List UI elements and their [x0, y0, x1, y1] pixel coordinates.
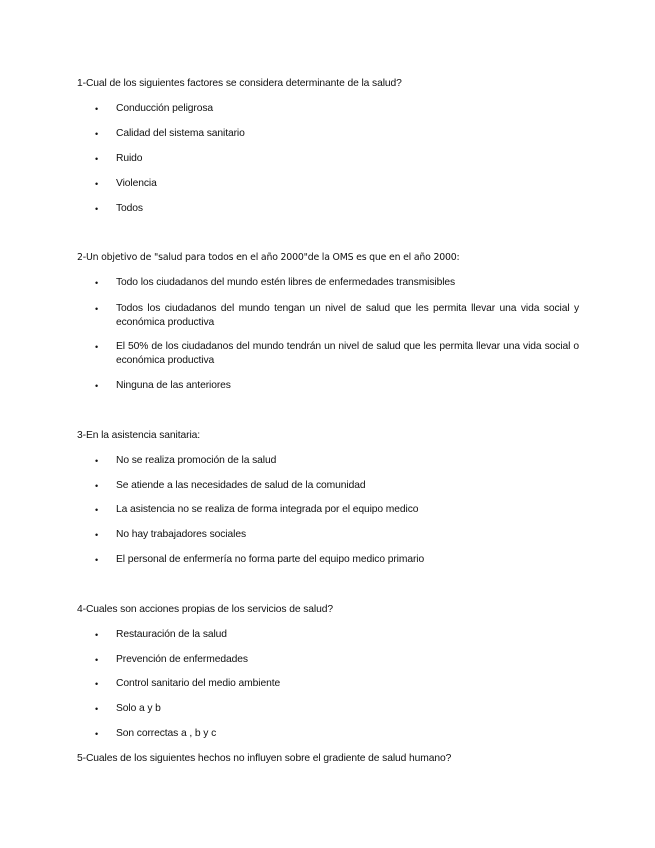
bullet-icon: • [95, 342, 99, 352]
bullet-icon: • [95, 481, 99, 491]
bullet-icon: • [95, 204, 99, 214]
bullet-icon: • [95, 456, 99, 466]
question-1: 1-Cual de los siguientes factores se considera determinante de la salud? [77, 78, 402, 89]
bullet-icon: • [95, 630, 99, 640]
bullet-icon: • [95, 729, 99, 739]
bullet-icon: • [95, 278, 99, 288]
question-4: 4-Cuales son acciones propias de los servicios de salud? [77, 604, 333, 615]
bullet-icon: • [95, 104, 99, 114]
bullet-icon: • [95, 154, 99, 164]
bullet-icon: • [95, 129, 99, 139]
bullet-icon: • [95, 381, 99, 391]
bullet-icon: • [95, 704, 99, 714]
bullet-icon: • [95, 530, 99, 540]
question-3: 3-En la asistencia sanitaria: [77, 430, 201, 441]
document-page: 1-Cual de los siguientes factores se considera determinante de la salud? • Conducción peligrosa • Calidad del sistema sanitario • Ruido • Violencia • Todos 2-Un objetivo de "salud para todos en el año 2000"de la OMS es que en el año 2000: • Todo los ciudadanos del mundo estén libres de enfermedades transmisibles • Todos los ciudadanos del mundo tengan un nivel de salud que les permita llevar una vida social y económica productiva • El 50% de los ciudadanos del mundo tendrán un nivel de salud que les permita llevar una vida social o económica productiva • Ninguna de las anteriores 3-En la asistencia sanitaria: • No se realiza promoción de la salud • Se atiende a las necesidades de salud de la comunidad • La asistencia no se realiza de forma integrada por el equipo medico • No hay trabajadores sociales • El personal de enfermería no forma parte del equipo medico primario 4-Cuales son acciones propias de los servicios de salud? • Restauración de la salud • Prevención de enfermedades • Control sanitario del medio ambiente • Solo a y b • Son correctas a , b y c 5-Cuales de los siguientes hechos no influyen sobre el gradiente de salud humano? [77, 78, 579, 764]
bullet-icon: • [95, 304, 99, 314]
question-2: 2-Un objetivo de "salud para todos en el año 2000"de la OMS es que en el año 2000: [77, 252, 460, 263]
bullet-icon: • [95, 679, 99, 689]
bullet-icon: • [95, 555, 99, 565]
bullet-icon: • [95, 505, 99, 515]
bullet-icon: • [95, 179, 99, 189]
bullet-icon: • [95, 655, 99, 665]
question-5: 5-Cuales de los siguientes hechos no influyen sobre el gradiente de salud humano? [77, 753, 452, 764]
